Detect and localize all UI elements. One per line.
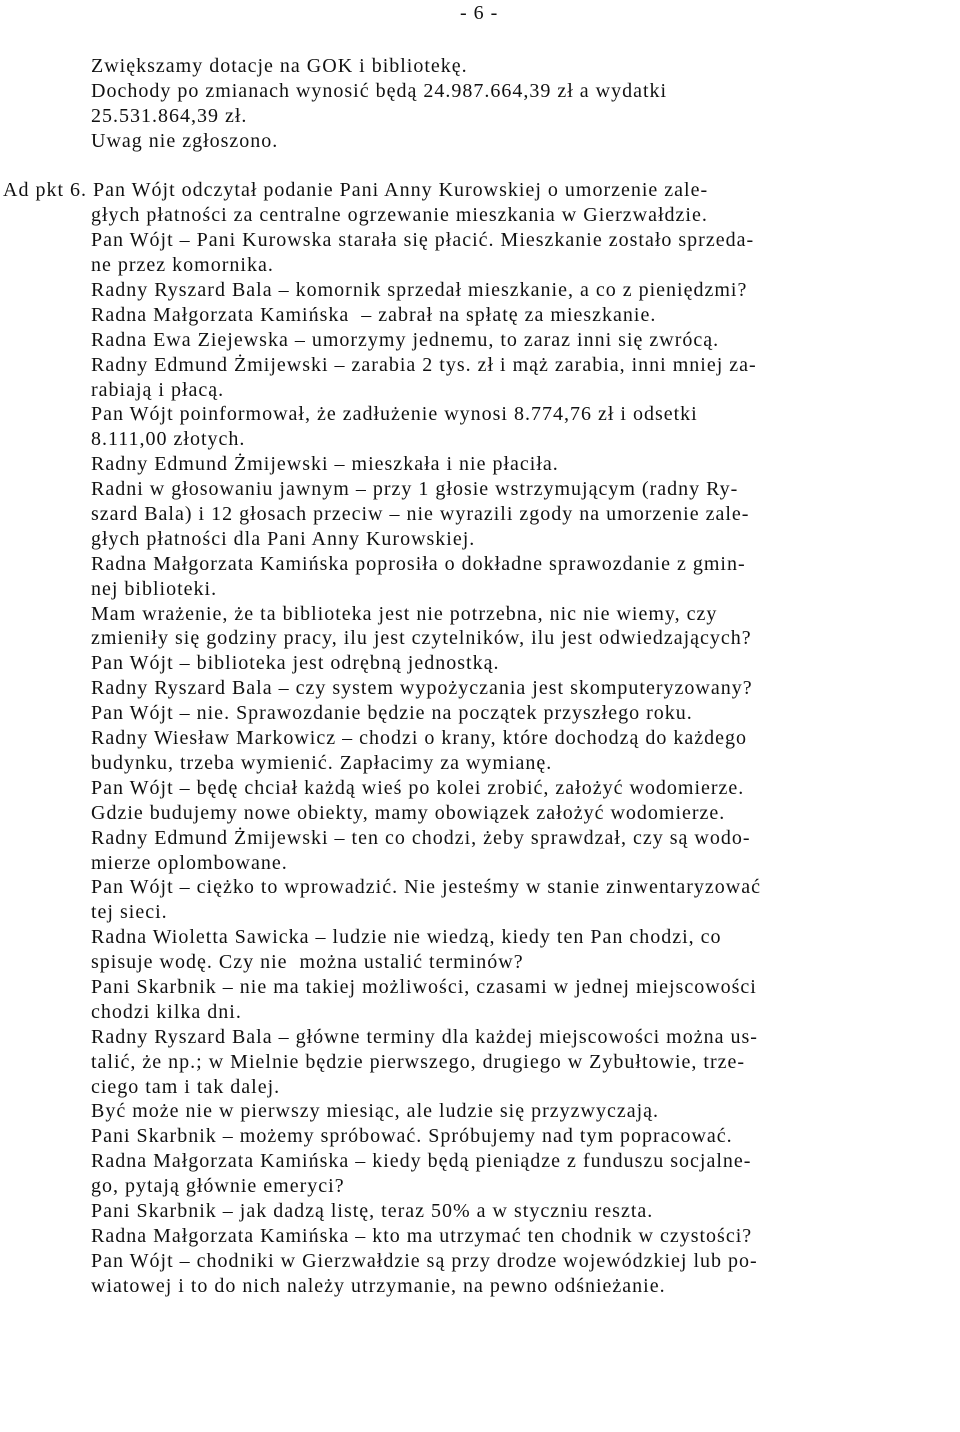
text-line: Radna Wioletta Sawicka – ludzie nie wiedzą, kiedy ten Pan chodzi, co xyxy=(91,926,722,949)
text-line: Pani Skarbnik – możemy spróbować. Spróbujemy nad tym popracować. xyxy=(91,1125,733,1148)
text-line: Pan Wójt – nie. Sprawozdanie będzie na początek przyszłego roku. xyxy=(91,702,693,725)
text-line: szard Bala) i 12 głosach przeciw – nie wyrazili zgody na umorzenie zale- xyxy=(91,503,750,526)
text-line: Radny Edmund Żmijewski – mieszkała i nie płaciła. xyxy=(91,453,559,476)
text-line: Pan Wójt – będę chciał każdą wieś po kolei zrobić, założyć wodomierze. xyxy=(91,776,745,799)
text-line: Radny Edmund Żmijewski – zarabia 2 tys. zł i mąż zarabia, inni mniej za- xyxy=(91,353,757,376)
text-line: Pani Skarbnik – nie ma takiej możliwości, czasami w jednej miejscowości xyxy=(91,975,757,998)
text-line: zmieniły się godziny pracy, ilu jest czytelników, ilu jest odwiedzających? xyxy=(91,627,752,650)
text-line: wiatowej i to do nich należy utrzymanie, na pewno odśnieżanie. xyxy=(91,1274,666,1297)
text-line: Radna Ewa Ziejewska – umorzymy jednemu, to zaraz inni się zwrócą. xyxy=(91,328,720,351)
text-line: budynku, trzeba wymienić. Zapłacimy za wymianę. xyxy=(91,751,553,774)
text-line: chodzi kilka dni. xyxy=(91,1000,242,1023)
text-line: Radna Małgorzata Kamińska poprosiła o dokładne sprawozdanie z gmin- xyxy=(91,552,746,575)
text-line: Radny Ryszard Bala – główne terminy dla każdej miejscowości można us- xyxy=(91,1025,758,1048)
text-line: tej sieci. xyxy=(91,901,168,924)
text-line: Mam wrażenie, że ta biblioteka jest nie potrzebna, nic nie wiemy, czy xyxy=(91,602,718,625)
blank-line xyxy=(0,154,960,179)
text-line: Radna Małgorzata Kamińska – kiedy będą pieniądze z funduszu socjalne- xyxy=(91,1150,752,1173)
text-line: nej biblioteki. xyxy=(91,577,218,600)
text-line: 8.111,00 złotych. xyxy=(91,428,246,451)
text-line: go, pytają głównie emeryci? xyxy=(91,1175,345,1198)
text-line: Radny Ryszard Bala – komornik sprzedał mieszkanie, a co z pieniędzmi? xyxy=(91,279,748,302)
text-line: Dochody po zmianach wynosić będą 24.987.664,39 zł a wydatki xyxy=(91,79,668,102)
text-line: Gdzie budujemy nowe obiekty, mamy obowiązek założyć wodomierze. xyxy=(91,801,726,824)
text-line: ne przez komornika. xyxy=(91,254,274,277)
text-line: Radny Wiesław Markowicz – chodzi o krany, które dochodzą do każdego xyxy=(91,727,748,750)
text-line: Pan Wójt – ciężko to wprowadzić. Nie jesteśmy w stanie zinwentaryzować xyxy=(91,876,761,899)
text-line: Pan Wójt – Pani Kurowska starała się płacić. Mieszkanie zostało sprzeda- xyxy=(91,229,755,252)
text-line: talić, że np.; w Mielnie będzie pierwszego, drugiego w Zybułtowie, trze- xyxy=(91,1050,746,1073)
text-line: Radny Ryszard Bala – czy system wypożyczania jest skomputeryzowany? xyxy=(91,677,753,700)
text-line: Radna Małgorzata Kamińska – kto ma utrzymać ten chodnik w czystości? xyxy=(91,1224,753,1247)
text-line: ciego tam i tak dalej. xyxy=(91,1075,281,1098)
text-line: Radny Edmund Żmijewski – ten co chodzi, żeby sprawdzał, czy są wodo- xyxy=(91,826,751,849)
text-line: Pan Wójt – biblioteka jest odrębną jednostką. xyxy=(91,652,500,675)
text-line: spisuje wodę. Czy nie można ustalić terminów? xyxy=(91,951,524,974)
text-line: głych płatności dla Pani Anny Kurowskiej. xyxy=(91,527,476,550)
text-line: Radna Małgorzata Kamińska – zabrał na spłatę za mieszkanie. xyxy=(91,303,657,326)
text-line: Uwag nie zgłoszono. xyxy=(91,129,279,152)
text-line: Pan Wójt poinformował, że zadłużenie wynosi 8.774,76 zł i odsetki xyxy=(91,403,698,426)
text-line: rabiają i płacą. xyxy=(91,378,225,401)
text-line: Być może nie w pierwszy miesiąc, ale ludzie się przyzwyczają. xyxy=(91,1100,660,1123)
text-line: Pani Skarbnik – jak dadzą listę, teraz 50% a w styczniu reszta. xyxy=(91,1199,654,1222)
page-number: - 6 - xyxy=(460,2,499,24)
text-line: mierze oplombowane. xyxy=(91,851,288,874)
text-line: Pan Wójt – chodniki w Gierzwałdzie są przy drodze wojewódzkiej lub po- xyxy=(91,1249,758,1272)
document-body xyxy=(0,54,960,1299)
text-line: Radni w głosowaniu jawnym – przy 1 głosie wstrzymującym (radny Ry- xyxy=(91,478,739,501)
text-line: Zwiększamy dotacje na GOK i bibliotekę. xyxy=(91,55,468,77)
text-line: 25.531.864,39 zł. xyxy=(91,104,248,127)
text-line: Ad pkt 6. Pan Wójt odczytał podanie Pani Anny Kurowskiej o umorzenie zale- xyxy=(3,179,709,202)
text-line: głych płatności za centralne ogrzewanie mieszkania w Gierzwałdzie. xyxy=(91,204,708,227)
